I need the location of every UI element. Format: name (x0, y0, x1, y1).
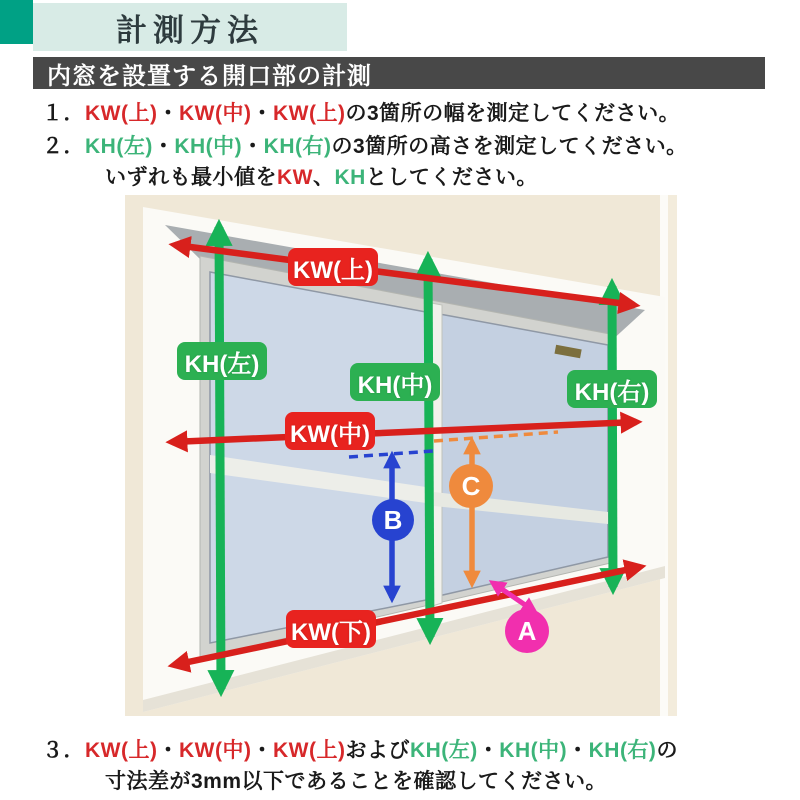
marker-circle-c: C (449, 464, 493, 508)
section-title-bar (33, 57, 765, 89)
instruction-step-2: ２．KH(左)・KH(中)・KH(右)の3箇所の高さを測定してください。 (42, 135, 688, 158)
label-kw-bottom: KW(下) (286, 610, 376, 648)
kh-left-arrow (219, 227, 221, 689)
label-kh-left: KH(左) (177, 342, 267, 380)
label-kh-right: KH(右) (567, 370, 657, 408)
header-banner (33, 3, 347, 51)
window-photo (125, 195, 677, 716)
instruction-step-2-continuation: いずれも最小値をKW、KHとしてください。 (105, 166, 538, 189)
marker-circle-a: A (505, 609, 549, 653)
instruction-step-1: １．KW(上)・KW(中)・KW(上)の3箇所の幅を測定してください。 (42, 102, 681, 125)
instruction-step-3-continuation: 寸法差が3mm以下であることを確認してください。 (105, 770, 608, 793)
wall-corner-strip (668, 195, 677, 716)
section-title: 内窓を設置する開口部の計測 (47, 62, 372, 90)
label-kw-middle: KW(中) (285, 412, 375, 450)
glass-pane-right (434, 313, 608, 597)
kh-right-arrow (612, 286, 613, 587)
instruction-step-3: ３．KW(上)・KW(中)・KW(上)およびKH(左)・KH(中)・KH(右)の (42, 739, 678, 762)
window-photo-graphic (125, 195, 677, 716)
header-accent-square (0, 0, 33, 44)
page-title: 計測方法 (116, 12, 264, 48)
label-kh-middle: KH(中) (350, 363, 440, 401)
marker-circle-b: B (372, 499, 414, 541)
label-kw-top: KW(上) (288, 248, 378, 286)
kh-middle-arrow (428, 259, 430, 637)
